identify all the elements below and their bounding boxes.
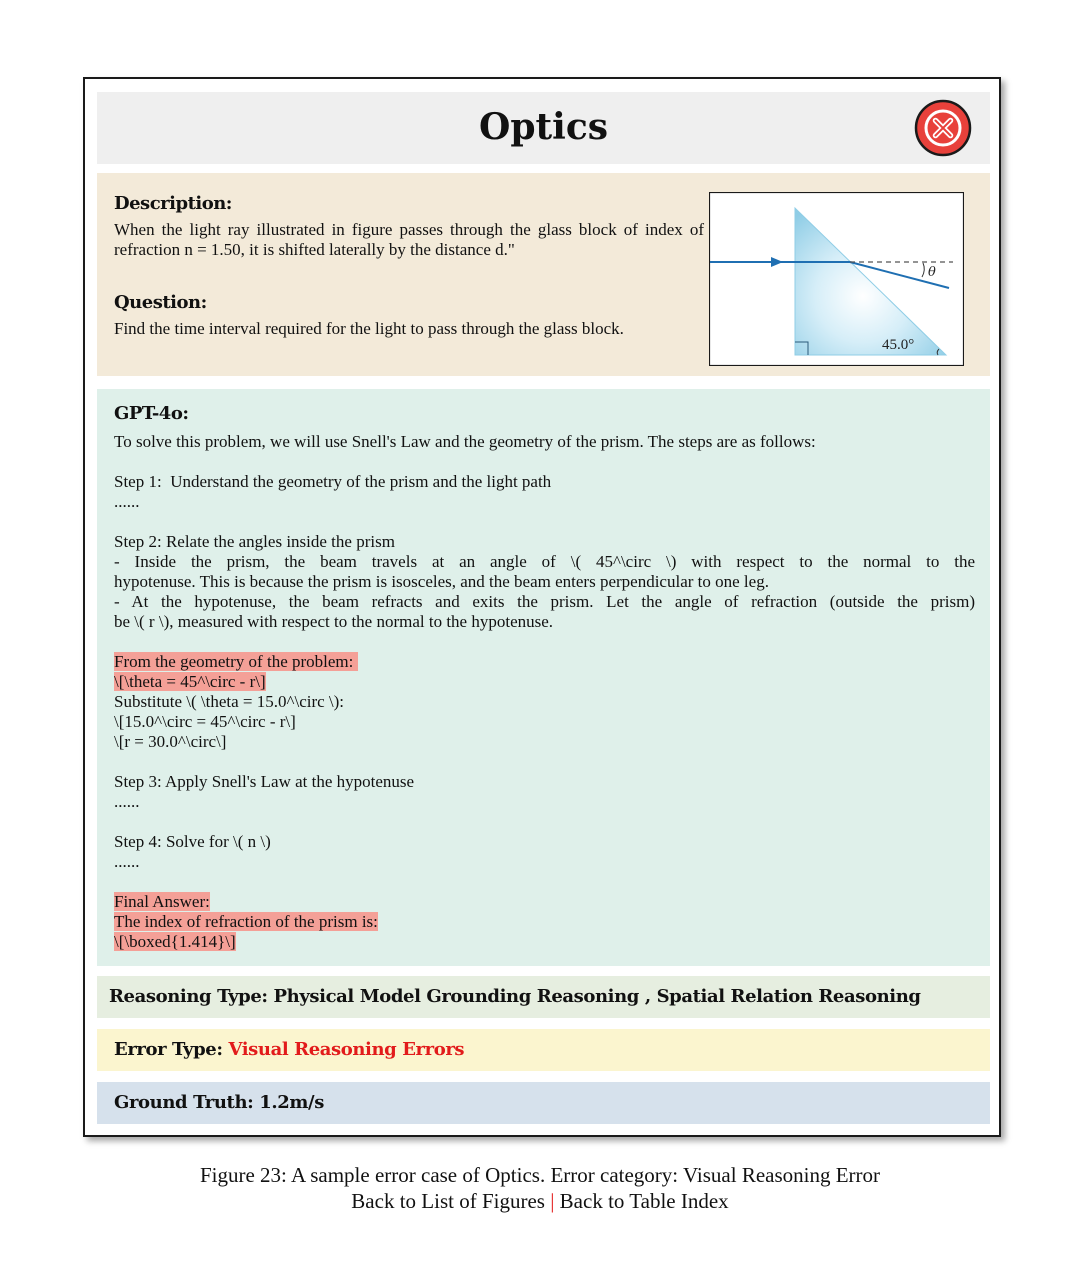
theta-label: θ [928,265,936,280]
figure-caption [0,1162,1080,1214]
ground-truth-label: Ground Truth: [114,1092,254,1113]
highlighted-final-answer: Final Answer: [114,892,210,911]
answer-line: - At the hypotenuse, the beam refracts and exits the prism. Let the angle of refraction (outside the prism) [114,592,975,611]
model-answer-text [114,432,975,952]
close-circle-icon [914,99,972,157]
answer-line: - Inside the prism, the beam travels at an angle of \( 45^\circ \) with respect to the normal to the [114,552,975,571]
highlighted-error-text: From the geometry of the problem: [114,652,358,671]
answer-line [114,752,975,772]
answer-line: ...... [114,492,140,511]
answer-line: Substitute \( \theta = 15.0^\circ \): [114,692,345,711]
answer-line: Step 4: Solve for \( n \) [114,832,271,851]
error-type-label: Error Type: [114,1039,223,1060]
answer-line: ...... [114,852,140,871]
answer-line [114,452,975,472]
answer-line: hypotenuse. This is because the prism is isosceles, and the beam enters perpendicular to one leg. [114,572,769,591]
answer-line: Step 3: Apply Snell's Law at the hypotenuse [114,772,415,791]
answer-line [114,872,975,892]
title-bar [97,92,990,164]
description-label: Description: [114,193,232,214]
highlighted-final-answer: \[\boxed{1.414}\] [114,932,236,951]
answer-line [114,512,975,532]
error-type-row [97,1029,990,1071]
back-to-list-of-figures-link[interactable]: Back to List of Figures [351,1189,545,1213]
answer-line: Step 1: Understand the geometry of the prism and the light path [114,472,552,491]
error-case-card [83,77,1001,1137]
page-title: Optics [478,106,609,148]
highlighted-error-text: \[\theta = 45^\circ - r\] [114,672,266,691]
back-to-table-index-link[interactable]: Back to Table Index [559,1189,729,1213]
description-panel [97,173,990,376]
caption-text: Figure 23: A sample error case of Optics. Error category: Visual Reasoning Error [199,1163,881,1187]
angle-label: 45.0° [882,337,915,353]
question-text: Find the time interval required for the light to pass through the glass block. [114,319,624,338]
answer-line [114,812,975,832]
reasoning-type-value: Physical Model Grounding Reasoning , Spatial Relation Reasoning [273,986,921,1007]
answer-line: Step 2: Relate the angles inside the prism [114,532,395,551]
question-label: Question: [114,292,207,313]
highlighted-final-answer: The index of refraction of the prism is: [114,912,378,931]
model-label: GPT-4o: [114,403,189,424]
ground-truth-value: 1.2m/s [259,1092,324,1113]
ground-truth-row [97,1082,990,1124]
error-type-value: Visual Reasoning Errors [228,1039,465,1060]
description-text: When the light ray illustrated in figure passes through the glass block of index of refraction n = 1.50, it is shifted laterally by the distance d." [114,220,704,259]
answer-line: To solve this problem, we will use Snell's Law and the geometry of the prism. The steps are as follows: [114,432,816,451]
reasoning-type-row [97,976,990,1018]
answer-line: \[15.0^\circ = 45^\circ - r\] [114,712,296,731]
model-answer-panel [97,389,990,966]
answer-line: \[r = 30.0^\circ\] [114,732,227,751]
reasoning-type-label: Reasoning Type: [109,986,268,1007]
answer-line [114,632,975,652]
answer-line: ...... [114,792,140,811]
link-separator: | [550,1189,555,1213]
answer-line: be \( r \), measured with respect to the normal to the hypotenuse. [114,612,554,631]
prism-figure [709,192,964,366]
